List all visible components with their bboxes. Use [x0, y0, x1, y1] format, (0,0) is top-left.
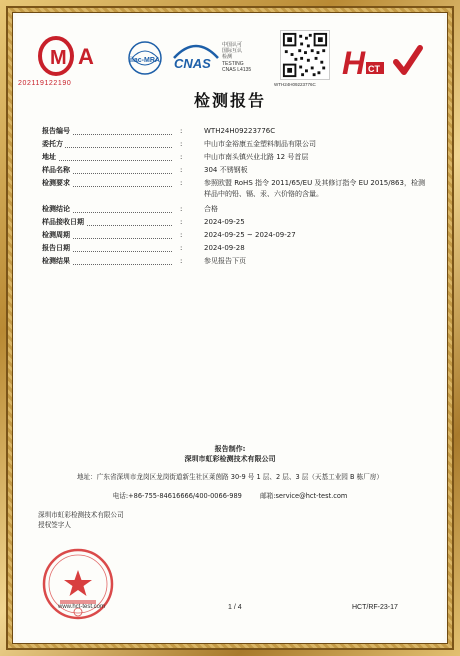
signature-block: 深圳市虹彩检测技术有限公司 授权签字人: [38, 511, 124, 529]
cnas-accreditation-text: 中国认可 国际互认 检测 TESTING CNAS L4135: [222, 42, 252, 73]
hct-logo-icon: [340, 40, 428, 86]
field-address: 地址 : 中山市南头镇兴业北路 12 号首层: [42, 153, 309, 161]
svg-text:ilac-MRA: ilac-MRA: [130, 57, 160, 64]
cma-logo-icon: [38, 32, 102, 84]
page-number: 1 / 4: [228, 604, 242, 611]
svg-text:H: H: [342, 45, 366, 81]
qr-caption: WTH24H09223776C: [274, 82, 316, 87]
company-seal-icon: [40, 546, 116, 622]
svg-text:CNAS: CNAS: [174, 56, 211, 71]
field-test-conclusion: 检测结论 : 合格: [42, 205, 218, 213]
svg-text:CT: CT: [368, 64, 380, 74]
company-email[interactable]: 邮箱:service@hct-test.com: [260, 492, 348, 500]
svg-text:M: M: [50, 47, 67, 69]
svg-text:A: A: [78, 44, 94, 69]
field-report-date: 报告日期 : 2024-09-28: [42, 244, 245, 252]
field-test-requirement: 检测要求 : 参照欧盟 RoHS 指令 2011/65/EU 及其修订指令 EU 2015/863，检测样品中的铅、镉、汞、六价铬的含量。: [42, 179, 425, 198]
field-sample-received-date: 样品接收日期 : 2024-09-25: [42, 218, 245, 226]
company-website[interactable]: www.hct-test.com: [58, 604, 106, 610]
field-report-number: 报告编号 : WTH24H09223776C: [42, 127, 276, 135]
cnas-logo-icon: [168, 36, 224, 80]
prepared-by-label: 报告制作:: [214, 445, 246, 453]
form-number: HCT/RF-23-17: [352, 604, 398, 611]
field-sample-name: 样品名称 : 304 不锈钢板: [42, 166, 248, 174]
qr-code-icon[interactable]: [280, 30, 330, 80]
field-test-period: 检测周期 : 2024-09-25 ~ 2024-09-27: [42, 231, 296, 239]
preparer-company: 深圳市虹彩检测技术有限公司: [184, 455, 276, 463]
field-test-result: 检测结果 : 参见报告下页: [42, 257, 246, 265]
contact-line: [16, 490, 444, 500]
field-client: 委托方 : 中山市金裕康五金塑料制品有限公司: [42, 140, 316, 148]
report-page: [16, 16, 444, 640]
company-address: 地址：广东省深圳市龙岗区龙岗街道新生社区莱茵路 30-9 号 1 层、2 层、3 层（天基工业园 B 栋厂房）: [77, 473, 383, 481]
page-title: 检测报告: [193, 91, 266, 110]
company-phone: 电话:+86-755-84616666/400-0066-989: [112, 492, 242, 500]
ilac-mra-logo-icon: [120, 38, 170, 80]
cma-number: 202119122190: [18, 80, 72, 87]
